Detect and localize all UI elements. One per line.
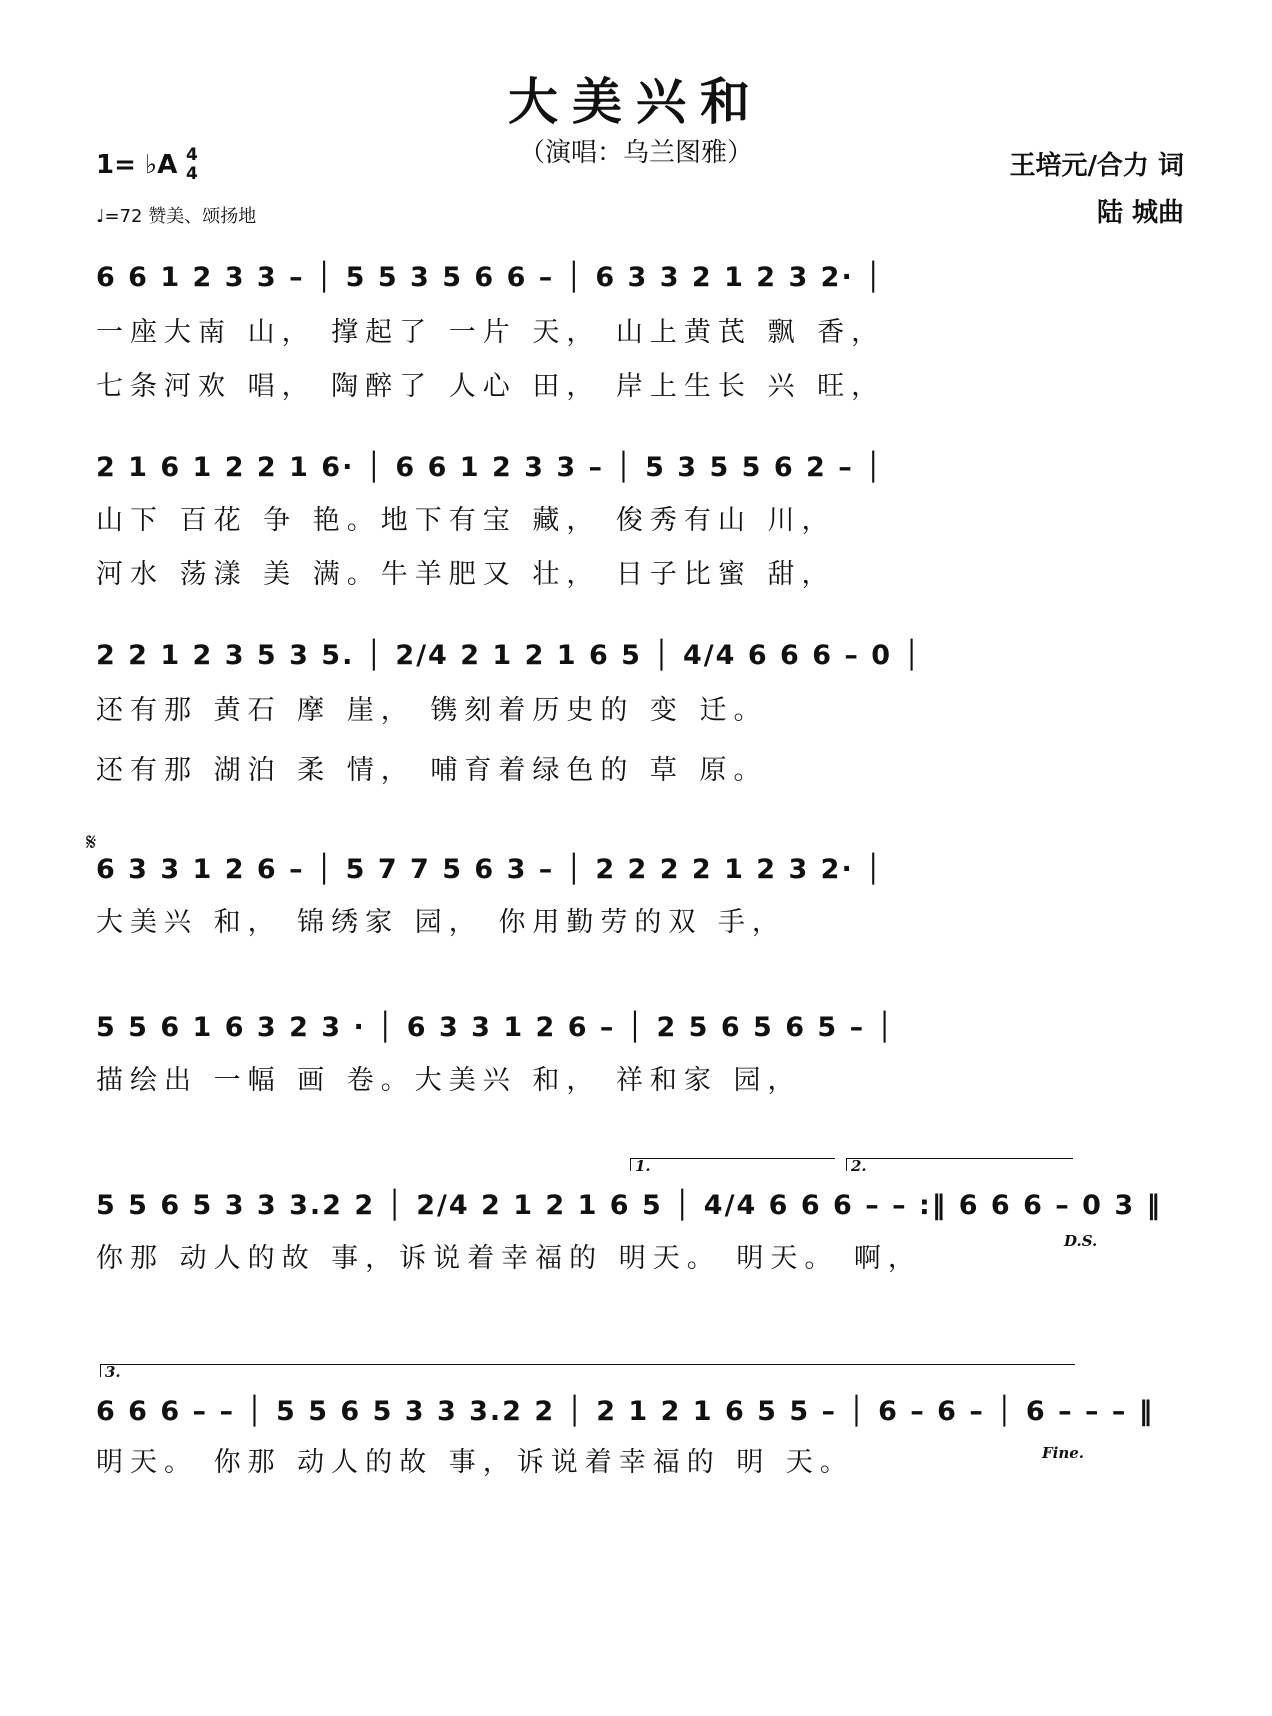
lyric-row-6: 你那 动人的故 事，诉说着幸福的 明天。 明天。 啊， (96, 1243, 922, 1274)
notation-row-3: 2 2 1 2 3 5 3 5. │ 2/4 2 1 2 1 6 5 │ 4/4 6 6 6 – 0 │ (96, 640, 922, 671)
lyricist-credit: 王培元/合力 词 (1009, 151, 1184, 181)
volta-2-label: 2. (851, 1157, 867, 1175)
lyric-row-3-verse-2: 还有那 湖泊 柔 情， 哺育着绿色的 草 原。 (96, 755, 768, 786)
lyric-row-7: 明天。 你那 动人的故 事，诉说着幸福的 明 天。 (96, 1447, 854, 1478)
fine-marking: Fine. (1042, 1444, 1085, 1462)
time-signature-top: 4 (186, 145, 198, 165)
lyric-row-1-verse-1: 一座大南 山， 撑起了 一片 天， 山上黄芪 飘 香， (96, 317, 886, 348)
composer-credit: 陆 城曲 (1096, 198, 1184, 228)
time-signature-bottom: 4 (186, 164, 198, 184)
notation-row-2: 2 1 6 1 2 2 1 6· │ 6 6 1 2 3 3 – │ 5 3 5 5 6 2 – │ (96, 452, 884, 483)
volta-1-label: 1. (635, 1157, 651, 1175)
dal-segno-marking: D.S. (1064, 1232, 1098, 1250)
notation-row-6: 5 5 6 5 3 3 3.2 2 │ 2/4 2 1 2 1 6 5 │ 4/4 6 6 6 – – :‖ 6 6 6 – 0 3 ‖ (96, 1190, 1163, 1221)
tempo-marking: ♩=72 赞美、颂扬地 (96, 206, 257, 227)
lyric-row-3-verse-1: 还有那 黄石 摩 崖， 镌刻着历史的 变 迁。 (96, 695, 768, 726)
lyric-row-1-verse-2: 七条河欢 唱， 陶醉了 人心 田， 岸上生长 兴 旺， (96, 371, 886, 402)
lyric-row-5: 描绘出 一幅 画 卷。大美兴 和， 祥和家 园， (96, 1065, 802, 1096)
key-signature: 1= ♭A (96, 150, 178, 180)
notation-row-5: 5 5 6 1 6 3 2 3 · │ 6 3 3 1 2 6 – │ 2 5 6 5 6 5 – │ (96, 1012, 895, 1043)
volta-bracket-1 (630, 1157, 835, 1175)
notation-row-1: 6 6 1 2 3 3 – │ 5 5 3 5 6 6 – │ 6 3 3 2 1 2 3 2· │ (96, 262, 884, 293)
notation-row-4: 6 3 3 1 2 6 – │ 5 7 7 5 6 3 – │ 2 2 2 2 1 2 3 2· │ (96, 854, 884, 885)
lyric-row-2-verse-1: 山下 百花 争 艳。地下有宝 藏， 俊秀有山 川， (96, 505, 836, 536)
time-signature (186, 146, 198, 184)
lyric-row-4: 大美兴 和， 锦绣家 园， 你用勤劳的双 手， (96, 907, 786, 938)
volta-bracket-3 (100, 1363, 1075, 1381)
segno-icon: 𝄋 (86, 828, 97, 856)
volta-3-label: 3. (105, 1363, 121, 1381)
volta-bracket-2 (846, 1157, 1073, 1175)
lyric-row-2-verse-2: 河水 荡漾 美 满。牛羊肥又 壮， 日子比蜜 甜， (96, 559, 836, 590)
song-title: 大美兴和 (508, 73, 764, 131)
performer-line: （演唱：乌兰图雅） (518, 138, 753, 168)
notation-row-7: 6 6 6 – – │ 5 5 6 5 3 3 3.2 2 │ 2 1 2 1 6 5 5 – │ 6 – 6 – │ 6 – – – ‖ (96, 1396, 1155, 1427)
